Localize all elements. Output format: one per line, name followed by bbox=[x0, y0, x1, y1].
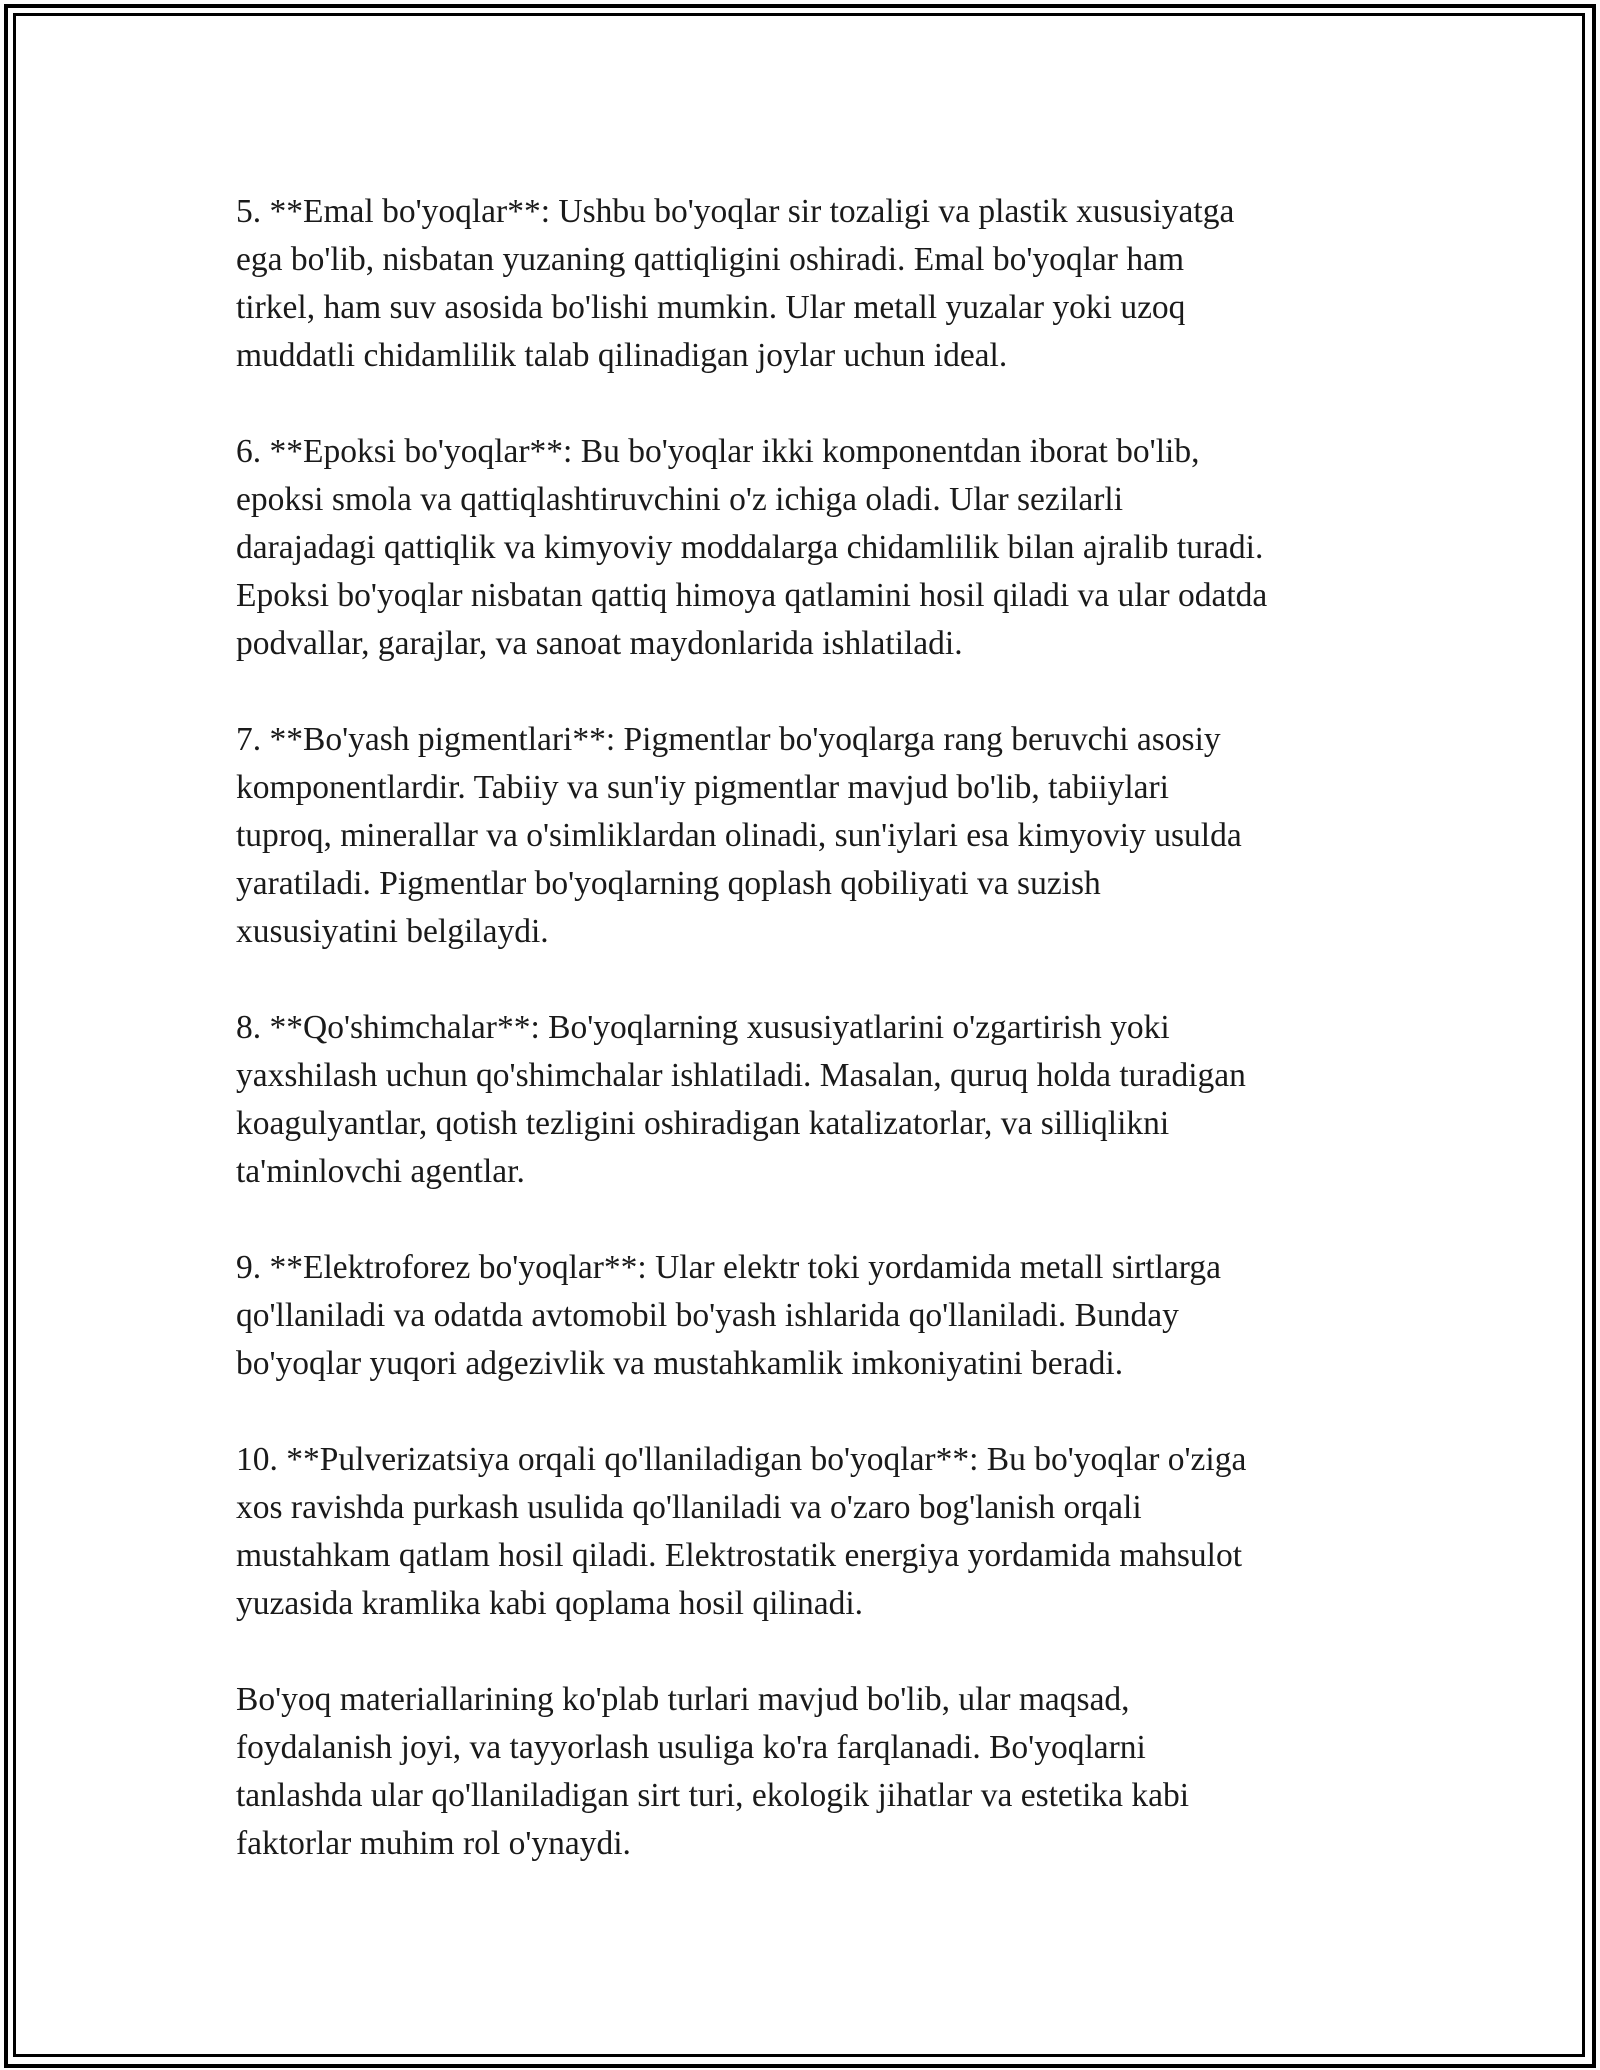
paragraph-qoshimchalar: 8. **Qo'shimchalar**: Bo'yoqlarning xususiyatlarini o'zgartirish yoki yaxshilash uchun qo'shimchalar ishlatiladi. Masalan, quruq holda turadigan koagulyantlar, qotish tezligini oshiradigan katalizatorlar, va silliqlikni ta'minlovchi agentlar. bbox=[236, 1009, 1246, 1190]
paragraph-epoksi-boyoqlar: 6. **Epoksi bo'yoqlar**: Bu bo'yoqlar ikki komponentdan iborat bo'lib, epoksi smola va qattiqlashtiruvchini o'z ichiga oladi. Ular sezilarli darajadagi qattiqlik va kimyoviy moddalarga chidamlilik bilan ajralib turadi. Epoksi bo'yoqlar nisbatan qattiq himoya qatlamini hosil qiladi va ular odatda podvallar, garajlar, va sanoat maydonlarida ishlatiladi. bbox=[236, 433, 1268, 662]
paragraph-boyash-pigmentlari: 7. **Bo'yash pigmentlari**: Pigmentlar bo'yoqlarga rang beruvchi asosiy komponentlardir. Tabiiy va sun'iy pigmentlar mavjud bo'lib, tabiiylari tuproq, minerallar va o'simliklardan olinadi, sun'iylari esa kimyoviy usulda yaratiladi. Pigmentlar bo'yoqlarning qoplash qobiliyati va suzish xususiyatini belgilaydi. bbox=[236, 721, 1242, 950]
paragraph-elektroforez-boyoqlar: 9. **Elektroforez bo'yoqlar**: Ular elektr toki yordamida metall sirtlarga qo'llaniladi va odatda avtomobil bo'yash ishlarida qo'llaniladi. Bunday bo'yoqlar yuqori adgezivlik va mustahkamlik imkoniyatini beradi. bbox=[236, 1249, 1221, 1382]
paragraph-conclusion: Bo'yoq materiallarining ko'plab turlari mavjud bo'lib, ular maqsad, foydalanish joyi, va tayyorlash usuliga ko'ra farqlanadi. Bo'yoqlarni tanlashda ular qo'llaniladigan sirt turi, ekologik jihatlar va estetika kabi faktorlar muhim rol o'ynaydi. bbox=[236, 1681, 1190, 1862]
paragraph-pulverizatsiya-boyoqlar: 10. **Pulverizatsiya orqali qo'llaniladigan bo'yoqlar**: Bu bo'yoqlar o'ziga xos ravishda purkash usulida qo'llaniladi va o'zaro bog'lanish orqali mustahkam qatlam hosil qiladi. Elektrostatik energiya yordamida mahsulot yuzasida kramlika kabi qoplama hosil qilinadi. bbox=[236, 1441, 1247, 1622]
paragraph-emal-boyoqlar: 5. **Emal bo'yoqlar**: Ushbu bo'yoqlar sir tozaligi va plastik xususiyatga ega bo'lib, nisbatan yuzaning qattiqligini oshiradi. Emal bo'yoqlar ham tirkel, ham suv asosida bo'lishi mumkin. Ular metall yuzalar yoki uzoq muddatli chidamlilik talab qilinadigan joylar uchun ideal. bbox=[236, 193, 1235, 374]
document-body bbox=[236, 188, 1376, 1916]
